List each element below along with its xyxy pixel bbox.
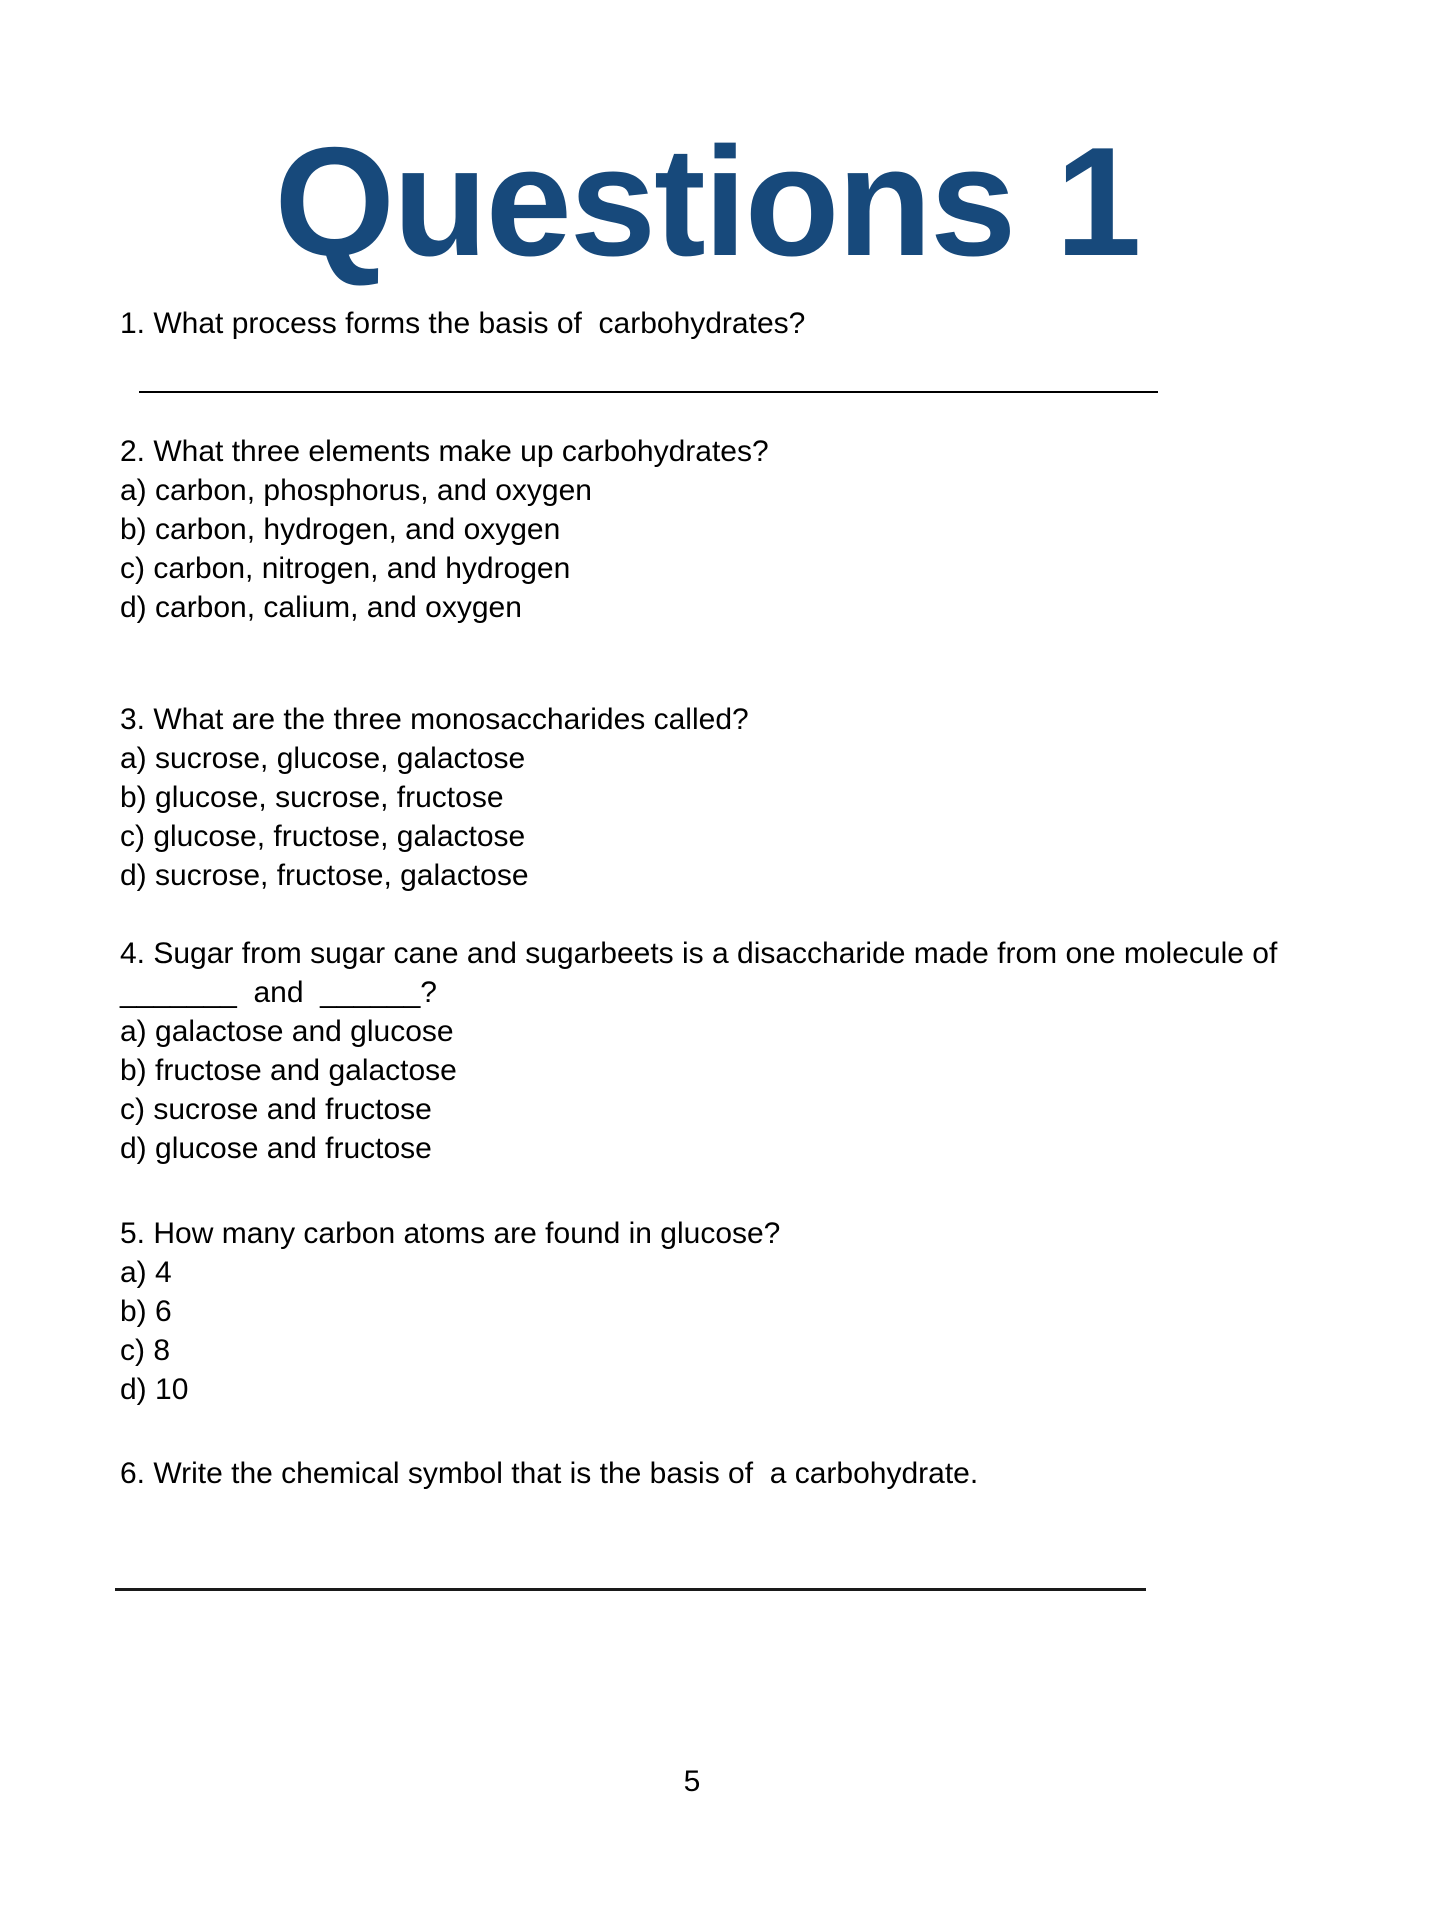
question-3-option-d: d) sucrose, fructose, galactose xyxy=(120,859,529,892)
question-5-option-d: d) 10 xyxy=(120,1373,189,1406)
question-5-text: 5. How many carbon atoms are found in glucose? xyxy=(120,1217,781,1250)
question-6 xyxy=(120,1454,1320,1493)
question-2 xyxy=(120,432,1320,627)
question-3-option-b: b) glucose, sucrose, fructose xyxy=(120,781,504,814)
answer-line-question-6 xyxy=(115,1588,1146,1591)
question-3-option-a: a) sucrose, glucose, galactose xyxy=(120,742,526,775)
question-4-option-c: c) sucrose and fructose xyxy=(120,1093,432,1126)
question-4-option-d: d) glucose and fructose xyxy=(120,1132,432,1165)
question-4-option-a: a) galactose and glucose xyxy=(120,1015,454,1048)
question-2-option-c: c) carbon, nitrogen, and hydrogen xyxy=(120,552,571,585)
question-1-text: 1. What process forms the basis of carbohydrates? xyxy=(120,307,806,340)
answer-line-question-1 xyxy=(139,391,1158,393)
question-4-text-line-2: _______ and ______? xyxy=(120,976,437,1009)
question-2-text: 2. What three elements make up carbohydrates? xyxy=(120,435,769,468)
question-4-option-b: b) fructose and galactose xyxy=(120,1054,457,1087)
question-2-option-d: d) carbon, calium, and oxygen xyxy=(120,591,522,624)
question-2-option-b: b) carbon, hydrogen, and oxygen xyxy=(120,513,561,546)
question-3-text: 3. What are the three monosaccharides called? xyxy=(120,703,749,736)
question-3-option-c: c) glucose, fructose, galactose xyxy=(120,820,526,853)
question-5-option-b: b) 6 xyxy=(120,1295,172,1328)
question-5-option-c: c) 8 xyxy=(120,1334,171,1367)
question-3 xyxy=(120,700,1320,895)
question-5 xyxy=(120,1214,1320,1409)
question-4 xyxy=(120,934,1280,1168)
question-5-option-a: a) 4 xyxy=(120,1256,172,1289)
question-6-text: 6. Write the chemical symbol that is the basis of a carbohydrate. xyxy=(120,1457,979,1490)
question-1 xyxy=(120,304,1320,343)
page-number: 5 xyxy=(683,1765,701,1798)
question-4-text-line-1: 4. Sugar from sugar cane and sugarbeets is a disaccharide made from one molecule of xyxy=(120,937,1278,970)
page-title: Questions 1 xyxy=(274,115,1140,288)
question-2-option-a: a) carbon, phosphorus, and oxygen xyxy=(120,474,592,507)
